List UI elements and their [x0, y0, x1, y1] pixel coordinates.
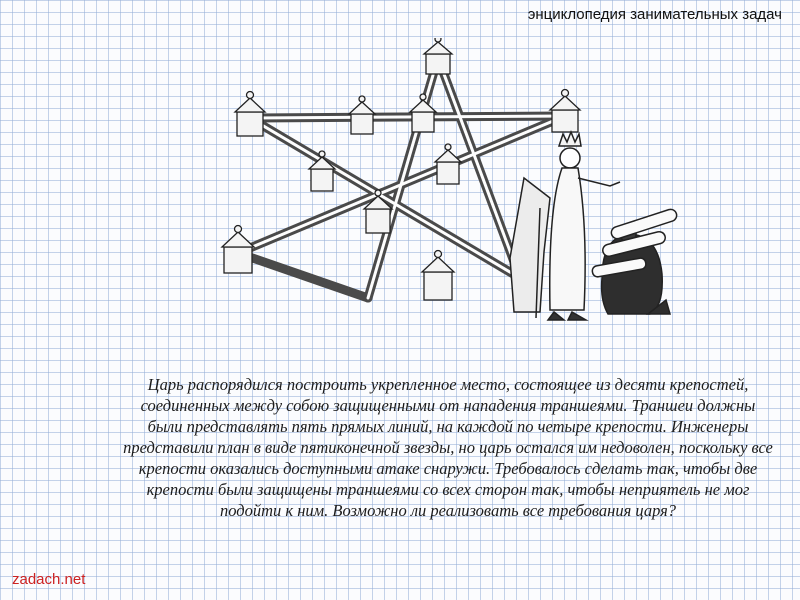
site-title: энциклопедия занимательных задач	[527, 6, 782, 23]
fortress-icon	[235, 92, 265, 137]
fortress-icon	[550, 90, 580, 133]
site-link[interactable]: zadach.net	[12, 571, 86, 588]
fortress-icon	[424, 38, 452, 74]
fortress-icon	[435, 144, 461, 184]
fortress-icon	[410, 94, 436, 132]
fortress-icon	[422, 251, 454, 301]
engineer-figure	[592, 208, 679, 314]
fortress-icon	[349, 96, 375, 134]
trench-line	[238, 253, 368, 298]
fortress-icon	[222, 226, 254, 274]
fortress-illustration	[210, 38, 690, 328]
puzzle-text: Царь распорядился построить укрепленное место, состоящее из десяти крепостей, соединенных между собою защищенными от нападения траншеями. Траншеи должны были представлять пять прямых линий, на каждой по четыре крепости. Инженеры представили план в виде пятиконечной звезды, но царь остался им недоволен, поскольку все крепости оказались доступными атаке снаружи. Требовалось сделать так, чтобы две крепости были защищены траншеями со всех сторон так, чтобы неприятель не мог подойти к ним. Возможно ли реализовать все требования царя?	[123, 375, 773, 520]
